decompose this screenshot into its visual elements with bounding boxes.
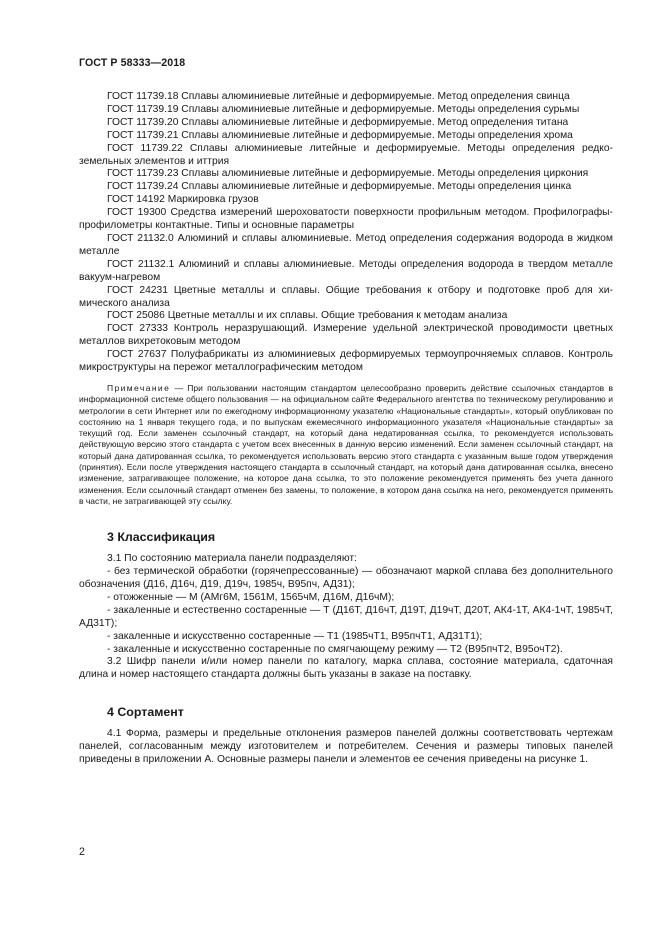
note-label: Примечание bbox=[107, 382, 171, 393]
section-3-title: 3 Классификация bbox=[107, 530, 216, 545]
reference-item: ГОСТ 11739.19 Сплавы алюминиевые литейные и деформируемые. Методы определения сурьмы bbox=[107, 103, 580, 115]
section-3-paragraph: - без термической обработки (горячепрессованные) — обозначают маркой сплава без дополнительного обозначения (Д16, Д16ч, Д19, Д19ч, 1985ч, В95пч, АД31); bbox=[79, 566, 613, 591]
reference-item: ГОСТ 27637 Полуфабрикаты из алюминиевых деформируемых термоупрочняемых сплавов. Контроль микроструктуры на пережог металлографическим методом bbox=[79, 349, 613, 374]
section-4-title: 4 Сортамент bbox=[107, 705, 184, 720]
reference-item: ГОСТ 11739.21 Сплавы алюминиевые литейные и деформируемые. Методы определения хрома bbox=[107, 129, 573, 141]
reference-item: ГОСТ 14192 Маркировка грузов bbox=[107, 194, 259, 206]
reference-item: ГОСТ 21132.0 Алюминий и сплавы алюминиевые. Метод определения содержания водорода в жидком металле bbox=[79, 232, 613, 257]
section-3-paragraph: 3.2 Шифр панели и/или номер панели по каталогу, марка сплава, состояние материала, сдаточная длина и номер настоящего стандарта должны быть указаны в заказе на поставку. bbox=[79, 656, 613, 681]
reference-item: ГОСТ 11739.22 Сплавы алюминиевые литейные и деформируемые. Методы определения редкоземельных элементов и иттрия bbox=[79, 142, 613, 167]
reference-item: ГОСТ 24231 Цветные металлы и сплавы. Общие требования к отбору и подготовке проб для химического анализа bbox=[79, 284, 613, 309]
reference-item: ГОСТ 11739.23 Сплавы алюминиевые литейные и деформируемые. Методы определения циркония bbox=[107, 168, 589, 180]
reference-item: ГОСТ 19300 Средства измерений шероховатости поверхности профильным методом. Профилографы-профилометры контактные. Типы и основные параметры bbox=[79, 207, 613, 232]
document-header: ГОСТ Р 58333—2018 bbox=[79, 57, 186, 69]
note-text: — При пользовании настоящим стандартом целесообразно проверить действие ссылочных стандартов в информационной системе общего пользования — на официальном сайте Федерального агентства по техническому регулированию и метрологии в сети Интернет или по ежегодному информационному указателю «Национальные стандарты», который опубликован по состоянию на 1 января текущего года, и по выпускам ежемесячного информационного указателя «Национальные стандарты» за текущий год. Если заменен ссылочный стандарт, на который дана недатированная ссылка, то рекомендуется использовать действующую версию этого стандарта с учетом всех внесенных в данную версию изменений. Если заменен ссылочный стандарт, на который дана датированная ссылка, то рекомендуется использовать версию этого стандарта с указанным выше годом утверждения (принятия). Если после утверждения настоящего стандарта в ссылочный стандарт, на который дана датированная ссылка, внесено изменение, затрагивающее положение, на которое дана ссылка, то это положение рекомендуется применять без учета данного изменения. Если ссылочный стандарт отменен без замены, то положение, в котором дана ссылка на него, рекомендуется применять в части, не затрагивающей эту ссылку. bbox=[79, 382, 613, 506]
section-4-paragraph: 4.1 Форма, размеры и предельные отклонения размеров панелей должны соответствовать чертежам панелей, согласованным между изготовителем и потребителем. Сечения и размеры типовых панелей приведены в приложении А. Основные размеры панели и элементов ее сечения приведены на рисунке 1. bbox=[79, 728, 613, 766]
section-3-paragraph: - закаленные и искусственно состаренные по смягчающему режиму — Т2 (В95пчТ2, В95очТ2). bbox=[107, 643, 563, 655]
page-number: 2 bbox=[79, 846, 85, 858]
reference-item: ГОСТ 21132.1 Алюминий и сплавы алюминиевые. Методы определения водорода в твердом металле вакуум-нагревом bbox=[79, 258, 613, 283]
reference-item: ГОСТ 25086 Цветные металлы и их сплавы. Общие требования к методам анализа bbox=[107, 310, 508, 322]
section-3-paragraph: - закаленные и естественно состаренные — Т (Д16Т, Д16чТ, Д19Т, Д19чТ, Д20Т, АК4-1Т, АК4-1чТ, 1985чТ, АД31Т); bbox=[79, 604, 613, 629]
reference-item: ГОСТ 11739.20 Сплавы алюминиевые литейные и деформируемые. Метод определения титана bbox=[107, 116, 569, 128]
note-paragraph bbox=[79, 383, 613, 507]
section-3-paragraph: - закаленные и искусственно состаренные — Т1 (1985чТ1, В95пчТ1, АД31Т1); bbox=[107, 630, 483, 642]
reference-item: ГОСТ 11739.24 Сплавы алюминиевые литейные и деформируемые. Методы определения цинка bbox=[107, 181, 572, 193]
reference-item: ГОСТ 27333 Контроль неразрушающий. Измерение удельной электрической проводимости цветных металлов вихретоковым методом bbox=[79, 323, 613, 348]
reference-item: ГОСТ 11739.18 Сплавы алюминиевые литейные и деформируемые. Метод определения свинца bbox=[107, 91, 570, 102]
page-content bbox=[79, 91, 613, 767]
section-3-paragraph: 3.1 По состоянию материала панели подразделяют: bbox=[107, 553, 357, 565]
section-3-paragraph: - отожженные — М (АМг6М, 1561М, 1565чМ, Д16М, Д16чМ); bbox=[107, 591, 395, 603]
